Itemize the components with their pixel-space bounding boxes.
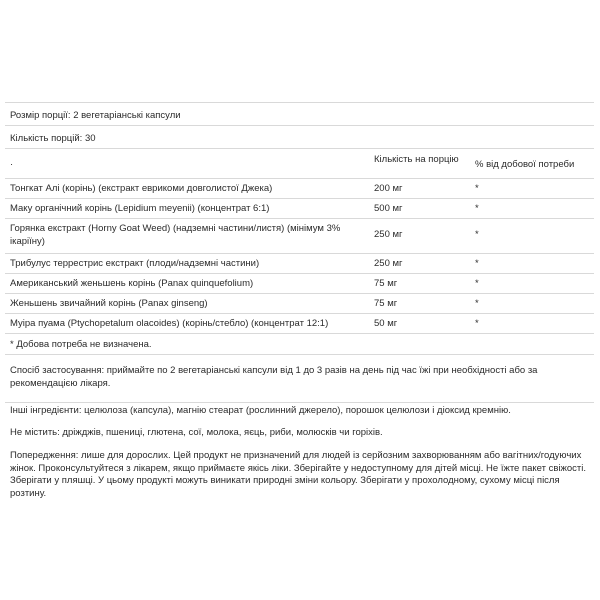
ingredient-name: Женьшень звичайний корінь (Panax ginseng)	[10, 298, 208, 309]
serving-size-row	[5, 102, 594, 125]
ingredient-qty: 50 мг	[374, 318, 398, 329]
ingredient-row	[5, 293, 594, 313]
servings-count-row	[5, 125, 594, 148]
ingredient-dv: *	[475, 278, 479, 289]
header-qty: Кількість на порцію	[374, 154, 459, 165]
warning-text: Попередження: лише для дорослих. Цей продукт не призначений для людей із серйозним захворюванням або вагітних/годуючих жінок. Проконсультуйтеся з лікарем, якщо приймаєте якісь ліки. Зберігайте у недоступному для дітей місці. Не їжте пакет свіжості. Зберігати у пляшці. У цьому продукті можуть виникати природні зміни кольору. Зберігати у прохолодному, сухому місці після розтину.	[10, 450, 587, 499]
footnote-text: * Добова потреба не визначена.	[10, 339, 152, 350]
ingredient-row	[5, 178, 594, 198]
ingredient-row	[5, 218, 594, 253]
ingredient-dv: *	[475, 203, 479, 214]
ingredient-dv: *	[475, 229, 479, 240]
ingredient-qty: 500 мг	[374, 203, 403, 214]
ingredient-row	[5, 198, 594, 218]
table-header-row	[5, 148, 594, 178]
free-of-text: Не містить: дріжджів, пшениці, глютена, сої, молока, яєць, риби, молюсків чи горіхів.	[10, 427, 383, 438]
ingredient-dv: *	[475, 318, 479, 329]
ingredient-dv: *	[475, 298, 479, 309]
ingredient-dv: *	[475, 183, 479, 194]
other-ingredients-text: Інші інгредієнти: целюлоза (капсула), магнію стеарат (рослинний джерело), порошок целюлози і діоксид кремнію.	[10, 405, 511, 416]
ingredient-qty: 200 мг	[374, 183, 403, 194]
ingredient-qty: 75 мг	[374, 278, 398, 289]
ingredient-qty: 250 мг	[374, 258, 403, 269]
ingredient-name: Маку органічний корінь (Lepidium meyenii) (концентрат 6:1)	[10, 203, 270, 214]
ingredient-row	[5, 253, 594, 273]
ingredient-name: Муіра пуама (Ptychopetalum olacoides) (корінь/стебло) (концентрат 12:1)	[10, 318, 329, 329]
ingredient-qty: 75 мг	[374, 298, 398, 309]
ingredient-qty: 250 мг	[374, 229, 403, 240]
ingredient-name: Американський женьшень корінь (Panax quinquefolium)	[10, 278, 254, 289]
ingredient-name: Трибулус террестрис екстракт (плоди/надземні частини)	[10, 258, 260, 269]
ingredient-row	[5, 273, 594, 293]
ingredient-dv: *	[475, 258, 479, 269]
ingredient-row	[5, 313, 594, 333]
ingredient-name: Горянка екстракт (Horny Goat Weed) (надземні частини/листя) (мінімум 3% ікаріїну)	[10, 223, 341, 247]
footnote-row	[5, 333, 594, 355]
header-name: ·	[10, 159, 14, 170]
serving-size-text: Розмір порції: 2 вегетаріанські капсули	[10, 110, 181, 121]
directions-text: Спосіб застосування: приймайте по 2 вегетаріанські капсули від 1 до 3 разів на день під час їжі при необхідності або за рекомендацією лікаря.	[10, 365, 538, 389]
servings-count-text: Кількість порцій: 30	[10, 133, 96, 144]
header-dv: % від добової потреби	[475, 159, 575, 170]
ingredient-name: Тонгкат Алі (корінь) (екстракт еврикоми довголистої Джека)	[10, 183, 273, 194]
supplement-facts-table	[5, 102, 594, 355]
